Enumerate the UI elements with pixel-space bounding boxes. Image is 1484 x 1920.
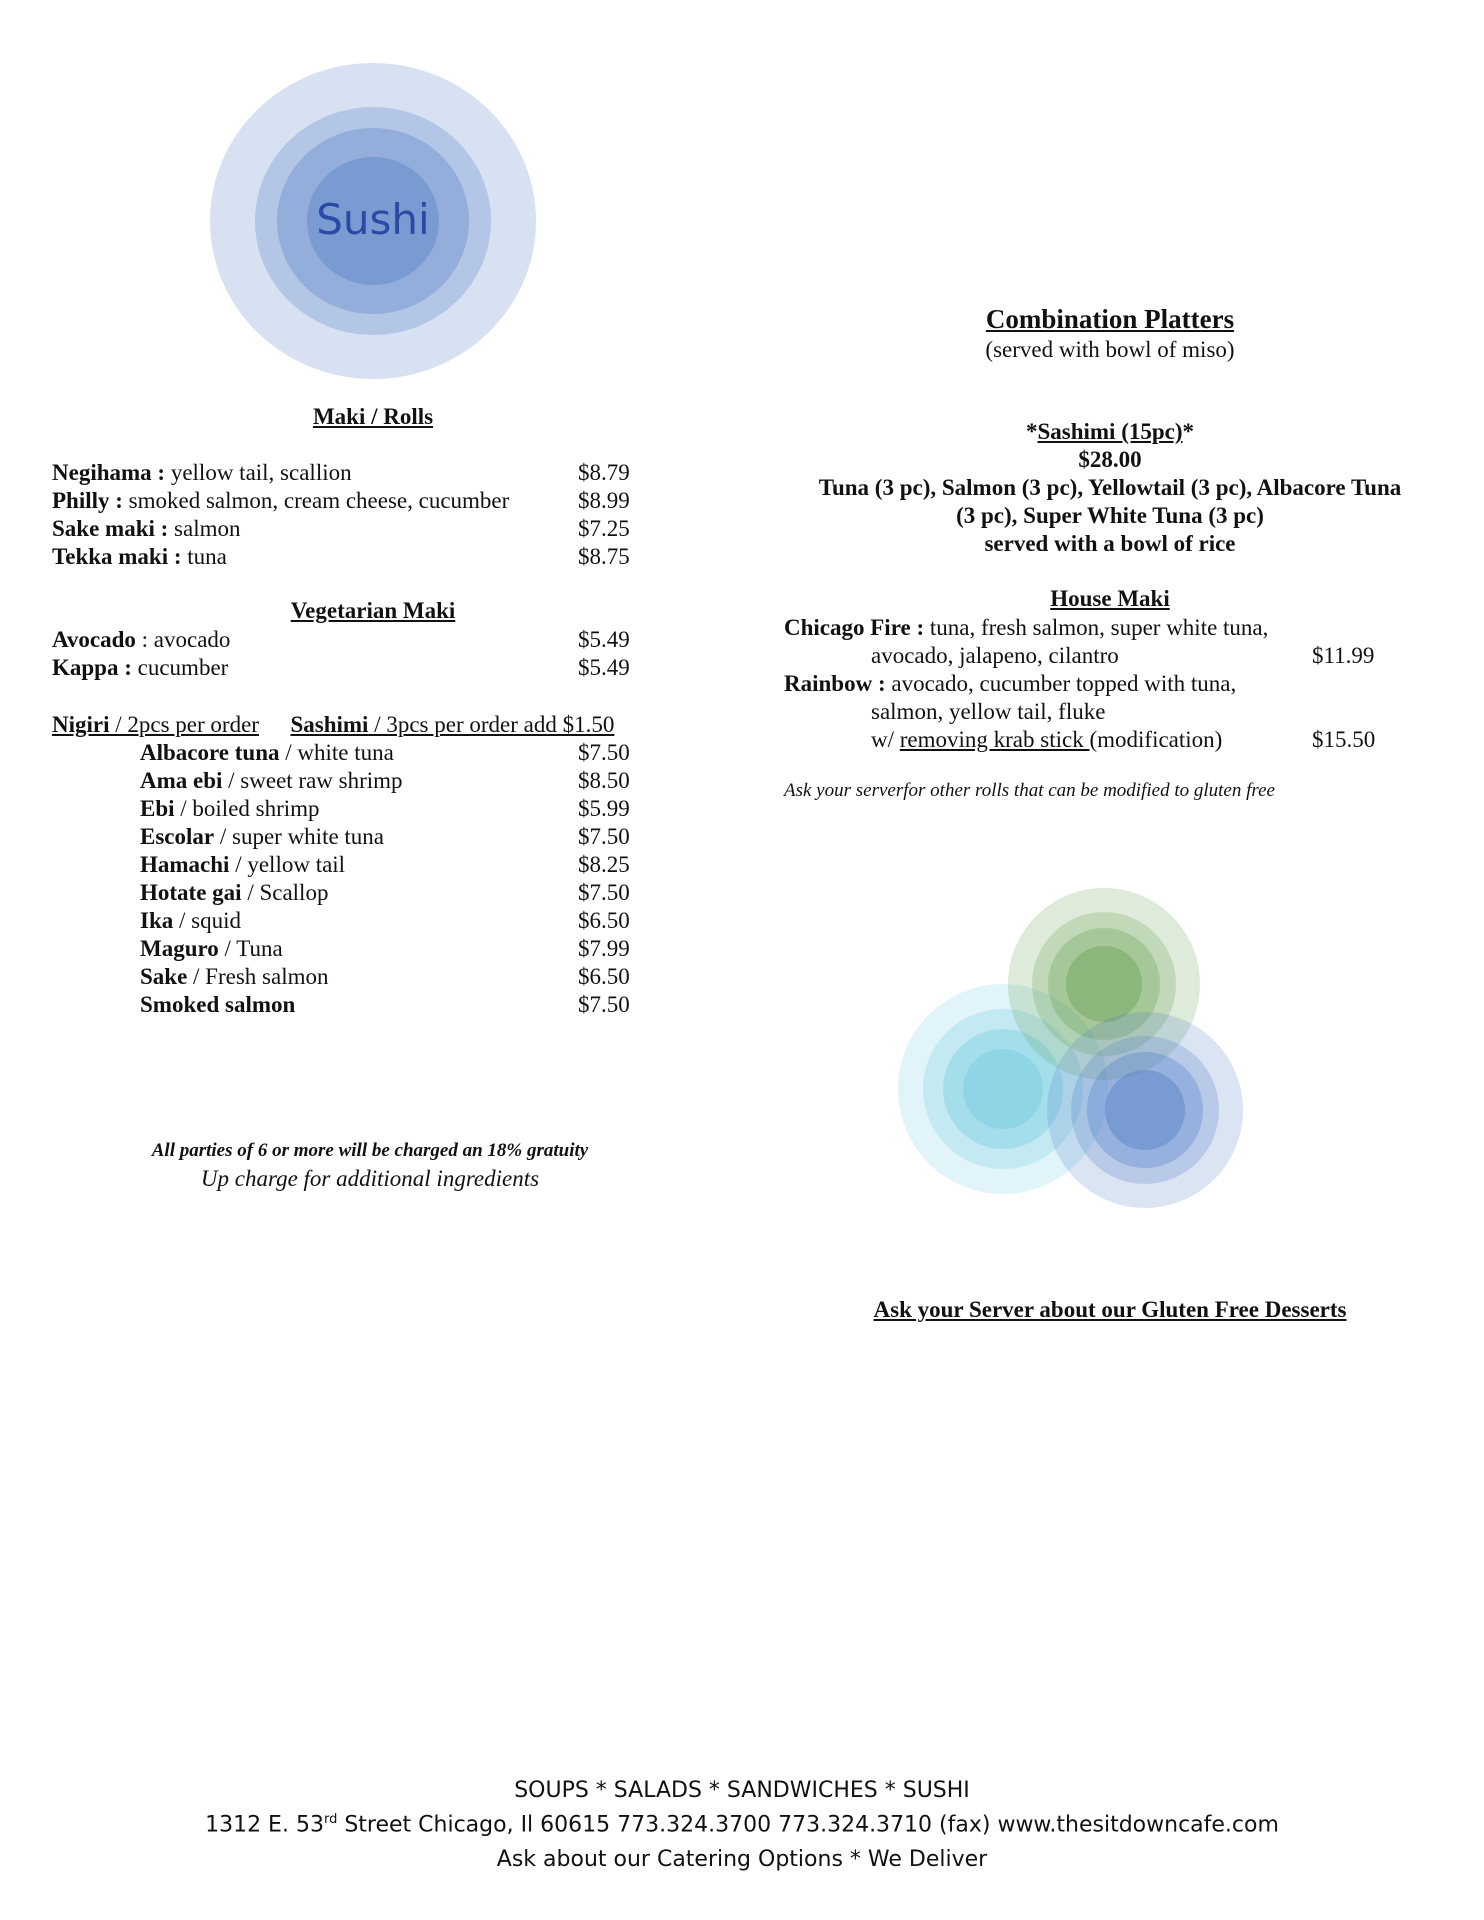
item-name: Sake maki :: [52, 516, 169, 541]
item-desc: / Fresh salmon: [187, 964, 329, 989]
sashimi-label: Sashimi: [290, 712, 369, 737]
list-item: [140, 935, 283, 963]
address-rest: Street Chicago, Il 60615 773.324.3700 773.324.3710 (fax) www.thesitdowncafe.com: [337, 1812, 1279, 1838]
list-item: [52, 515, 241, 543]
item-price: $7.99: [578, 936, 630, 961]
combination-platters-subtitle: (served with bowl of miso): [985, 337, 1235, 362]
item-name: Rainbow :: [784, 671, 886, 696]
logo-text: Sushi: [316, 195, 430, 244]
list-item-continued: salmon, yellow tail, fluke: [871, 699, 1106, 724]
item-name: Albacore tuna: [140, 740, 280, 765]
item-name: Smoked salmon: [140, 992, 296, 1017]
house-maki-heading: House Maki: [1050, 586, 1170, 611]
item-name: Ama ebi: [140, 768, 223, 793]
item-desc: yellow tail, scallion: [165, 460, 352, 485]
list-item: [784, 670, 1236, 698]
list-item: [140, 767, 403, 795]
star-left: *: [1025, 419, 1038, 444]
item-desc: / Tuna: [218, 936, 283, 961]
item-desc: / sweet raw shrimp: [222, 768, 403, 793]
item-mod-underlined: removing krab stick: [899, 727, 1090, 752]
item-desc: / boiled shrimp: [174, 796, 320, 821]
list-item: [52, 654, 228, 682]
nigiri-list: [140, 739, 660, 1029]
nigiri-label-group: [52, 712, 259, 737]
sashimi-platter-desc-2: (3 pc), Super White Tuna (3 pc): [956, 503, 1264, 528]
nigiri-label: Nigiri: [52, 712, 110, 737]
item-price: $8.99: [578, 488, 630, 513]
item-price: $7.50: [578, 880, 630, 905]
item-name: Avocado: [52, 627, 136, 652]
item-name: Tekka maki :: [52, 544, 182, 569]
item-price: $5.99: [578, 796, 630, 821]
item-name: Escolar: [140, 824, 215, 849]
sashimi-platter-name: Sashimi (15pc): [1037, 419, 1183, 444]
gluten-free-note: Ask your serverfor other rolls that can be modified to gluten free: [784, 780, 1275, 801]
overlapping-circles-graphic: [868, 884, 1268, 1220]
maki-rolls-heading: Maki / Rolls: [312, 404, 434, 429]
item-price: $7.25: [578, 516, 630, 541]
sashimi-platter-desc-1: Tuna (3 pc), Salmon (3 pc), Yellowtail (3 pc), Albacore Tuna: [818, 475, 1402, 500]
item-desc: / Scallop: [241, 880, 329, 905]
list-item: [140, 795, 320, 823]
item-price: $6.50: [578, 964, 630, 989]
list-item: [140, 907, 241, 935]
sashimi-desc: / 3pcs per order add $1.50: [368, 712, 615, 737]
item-price: $5.49: [578, 655, 630, 680]
star-right: *: [1182, 419, 1195, 444]
sashimi-platter-title: [780, 419, 1440, 445]
list-item: [784, 614, 1268, 642]
sashimi-platter-desc-3: served with a bowl of rice: [984, 531, 1236, 556]
item-name: Hamachi: [140, 852, 230, 877]
item-desc: / white tuna: [279, 740, 394, 765]
address-street-number: 1312 E. 53: [205, 1812, 324, 1838]
item-price: $7.50: [578, 992, 630, 1017]
item-name: Hotate gai: [140, 880, 242, 905]
list-item-continued: avocado, jalapeno, cilantro: [871, 643, 1119, 668]
item-price: $6.50: [578, 908, 630, 933]
item-price: $15.50: [1312, 727, 1376, 752]
item-price: $8.50: [578, 768, 630, 793]
footer-tagline: SOUPS * SALADS * SANDWICHES * SUSHI: [514, 1778, 970, 1803]
item-desc: cucumber: [131, 655, 229, 680]
sashimi-platter-price: $28.00: [1078, 447, 1142, 472]
list-item: [140, 823, 384, 851]
list-item: [52, 543, 227, 571]
item-desc: tuna: [181, 544, 227, 569]
item-name: Ika: [140, 908, 174, 933]
maki-list: [52, 459, 652, 574]
combination-platters-heading: Combination Platters: [985, 304, 1235, 334]
decorative-circles: [868, 884, 1268, 1220]
item-price: $11.99: [1312, 643, 1375, 668]
vegetarian-maki-heading: Vegetarian Maki: [290, 598, 456, 623]
item-desc: / yellow tail: [229, 852, 346, 877]
gluten-free-desserts-note: Ask your Server about our Gluten Free Desserts: [873, 1297, 1347, 1322]
footer-catering: Ask about our Catering Options * We Deliver: [496, 1847, 988, 1872]
house-maki-list: [784, 614, 1464, 754]
item-name: Philly :: [52, 488, 123, 513]
item-desc: : avocado: [135, 627, 231, 652]
item-desc: / super white tuna: [214, 824, 385, 849]
item-name: Maguro: [140, 936, 219, 961]
list-item: [140, 879, 328, 907]
upcharge-note: Up charge for additional ingredients: [200, 1166, 540, 1191]
item-name: Kappa :: [52, 655, 132, 680]
item-name: Negihama :: [52, 460, 166, 485]
address-superscript: rd: [323, 1812, 338, 1827]
gratuity-note: All parties of 6 or more will be charged an 18% gratuity: [151, 1140, 589, 1161]
item-mod: (modification): [1089, 727, 1223, 752]
nigiri-desc: / 2pcs per order: [109, 712, 259, 737]
item-price: $8.75: [578, 544, 630, 569]
list-item: [140, 991, 295, 1019]
veg-list: [52, 626, 652, 686]
item-desc: / squid: [173, 908, 241, 933]
footer-address: [0, 1812, 1484, 1837]
item-desc: avocado, cucumber topped with tuna,: [885, 671, 1237, 696]
list-item: [140, 739, 394, 767]
nigiri-sashimi-header: [52, 711, 614, 739]
item-desc: salmon: [168, 516, 241, 541]
list-item-continued: [871, 726, 1222, 754]
item-price: $7.50: [578, 740, 630, 765]
list-item: [52, 626, 230, 654]
item-price: $8.79: [578, 460, 630, 485]
list-item: [52, 459, 352, 487]
sashimi-label-group: [290, 712, 614, 737]
sushi-logo: [208, 62, 538, 380]
item-name: Chicago Fire :: [784, 615, 925, 640]
item-price: $7.50: [578, 824, 630, 849]
item-price: $8.25: [578, 852, 630, 877]
item-name: Sake: [140, 964, 188, 989]
list-item: [52, 487, 509, 515]
item-price: $5.49: [578, 627, 630, 652]
item-desc: tuna, fresh salmon, super white tuna,: [924, 615, 1269, 640]
item-name: Ebi: [140, 796, 175, 821]
item-mod-prefix: w/: [871, 727, 900, 752]
list-item: [140, 851, 345, 879]
item-desc: smoked salmon, cream cheese, cucumber: [122, 488, 510, 513]
list-item: [140, 963, 329, 991]
